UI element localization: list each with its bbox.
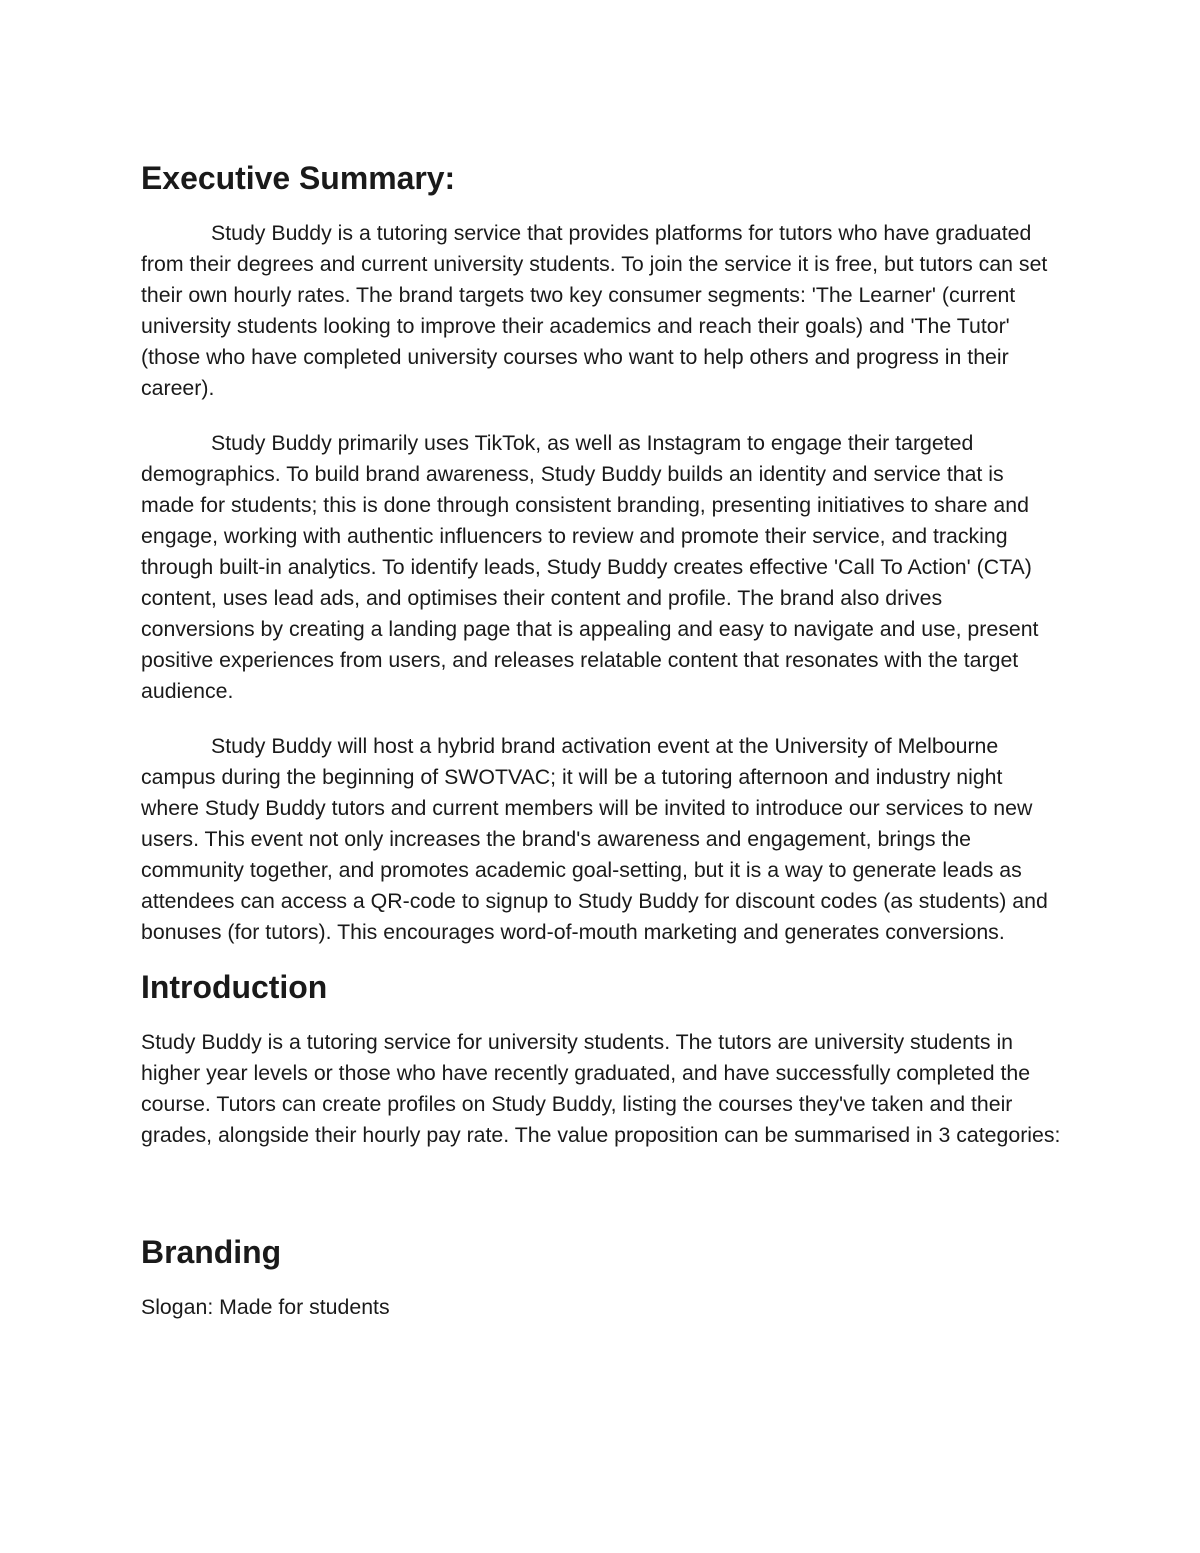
document-content [141,160,1061,1323]
executive-summary-heading: Executive Summary: [141,160,456,196]
executive-summary-paragraph-3: Study Buddy will host a hybrid brand activation event at the University of Melbourne campus during the beginning of SWOTVAC; it will be a tutoring afternoon and industry night where Study Buddy tutors and current members will be invited to introduce our services to new users. This event not only increases the brand's awareness and engagement, brings the community together, and promotes academic goal-setting, but it is a way to generate leads as attendees can access a QR-code to signup to Study Buddy for discount codes (as students) and bonuses (for tutors). This encourages word-of-mouth marketing and generates conversions. [141,734,1048,944]
branding-slogan: Slogan: Made for students [141,1295,390,1319]
branding-heading: Branding [141,1234,282,1270]
executive-summary-paragraph-1: Study Buddy is a tutoring service that provides platforms for tutors who have graduated from their degrees and current university students. To join the service it is free, but tutors can set their own hourly rates. The brand targets two key consumer segments: 'The Learner' (current university students looking to improve their academics and reach their goals) and 'The Tutor' (those who have completed university courses who want to help others and progress in their career). [141,221,1048,400]
introduction-paragraph: Study Buddy is a tutoring service for university students. The tutors are university students in higher year levels or those who have recently graduated, and have successfully completed the course. Tutors can create profiles on Study Buddy, listing the courses they've taken and their grades, alongside their hourly pay rate. The value proposition can be summarised in 3 categories: [141,1030,1061,1147]
introduction-heading: Introduction [141,969,328,1005]
executive-summary-paragraph-2: Study Buddy primarily uses TikTok, as well as Instagram to engage their targeted demographics. To build brand awareness, Study Buddy builds an identity and service that is made for students; this is done through consistent branding, presenting initiatives to share and engage, working with authentic influencers to review and promote their service, and tracking through built-in analytics. To identify leads, Study Buddy creates effective 'Call To Action' (CTA) content, uses lead ads, and optimises their content and profile. The brand also drives conversions by creating a landing page that is appealing and easy to navigate and use, present positive experiences from users, and releases relatable content that resonates with the target audience. [141,431,1039,703]
